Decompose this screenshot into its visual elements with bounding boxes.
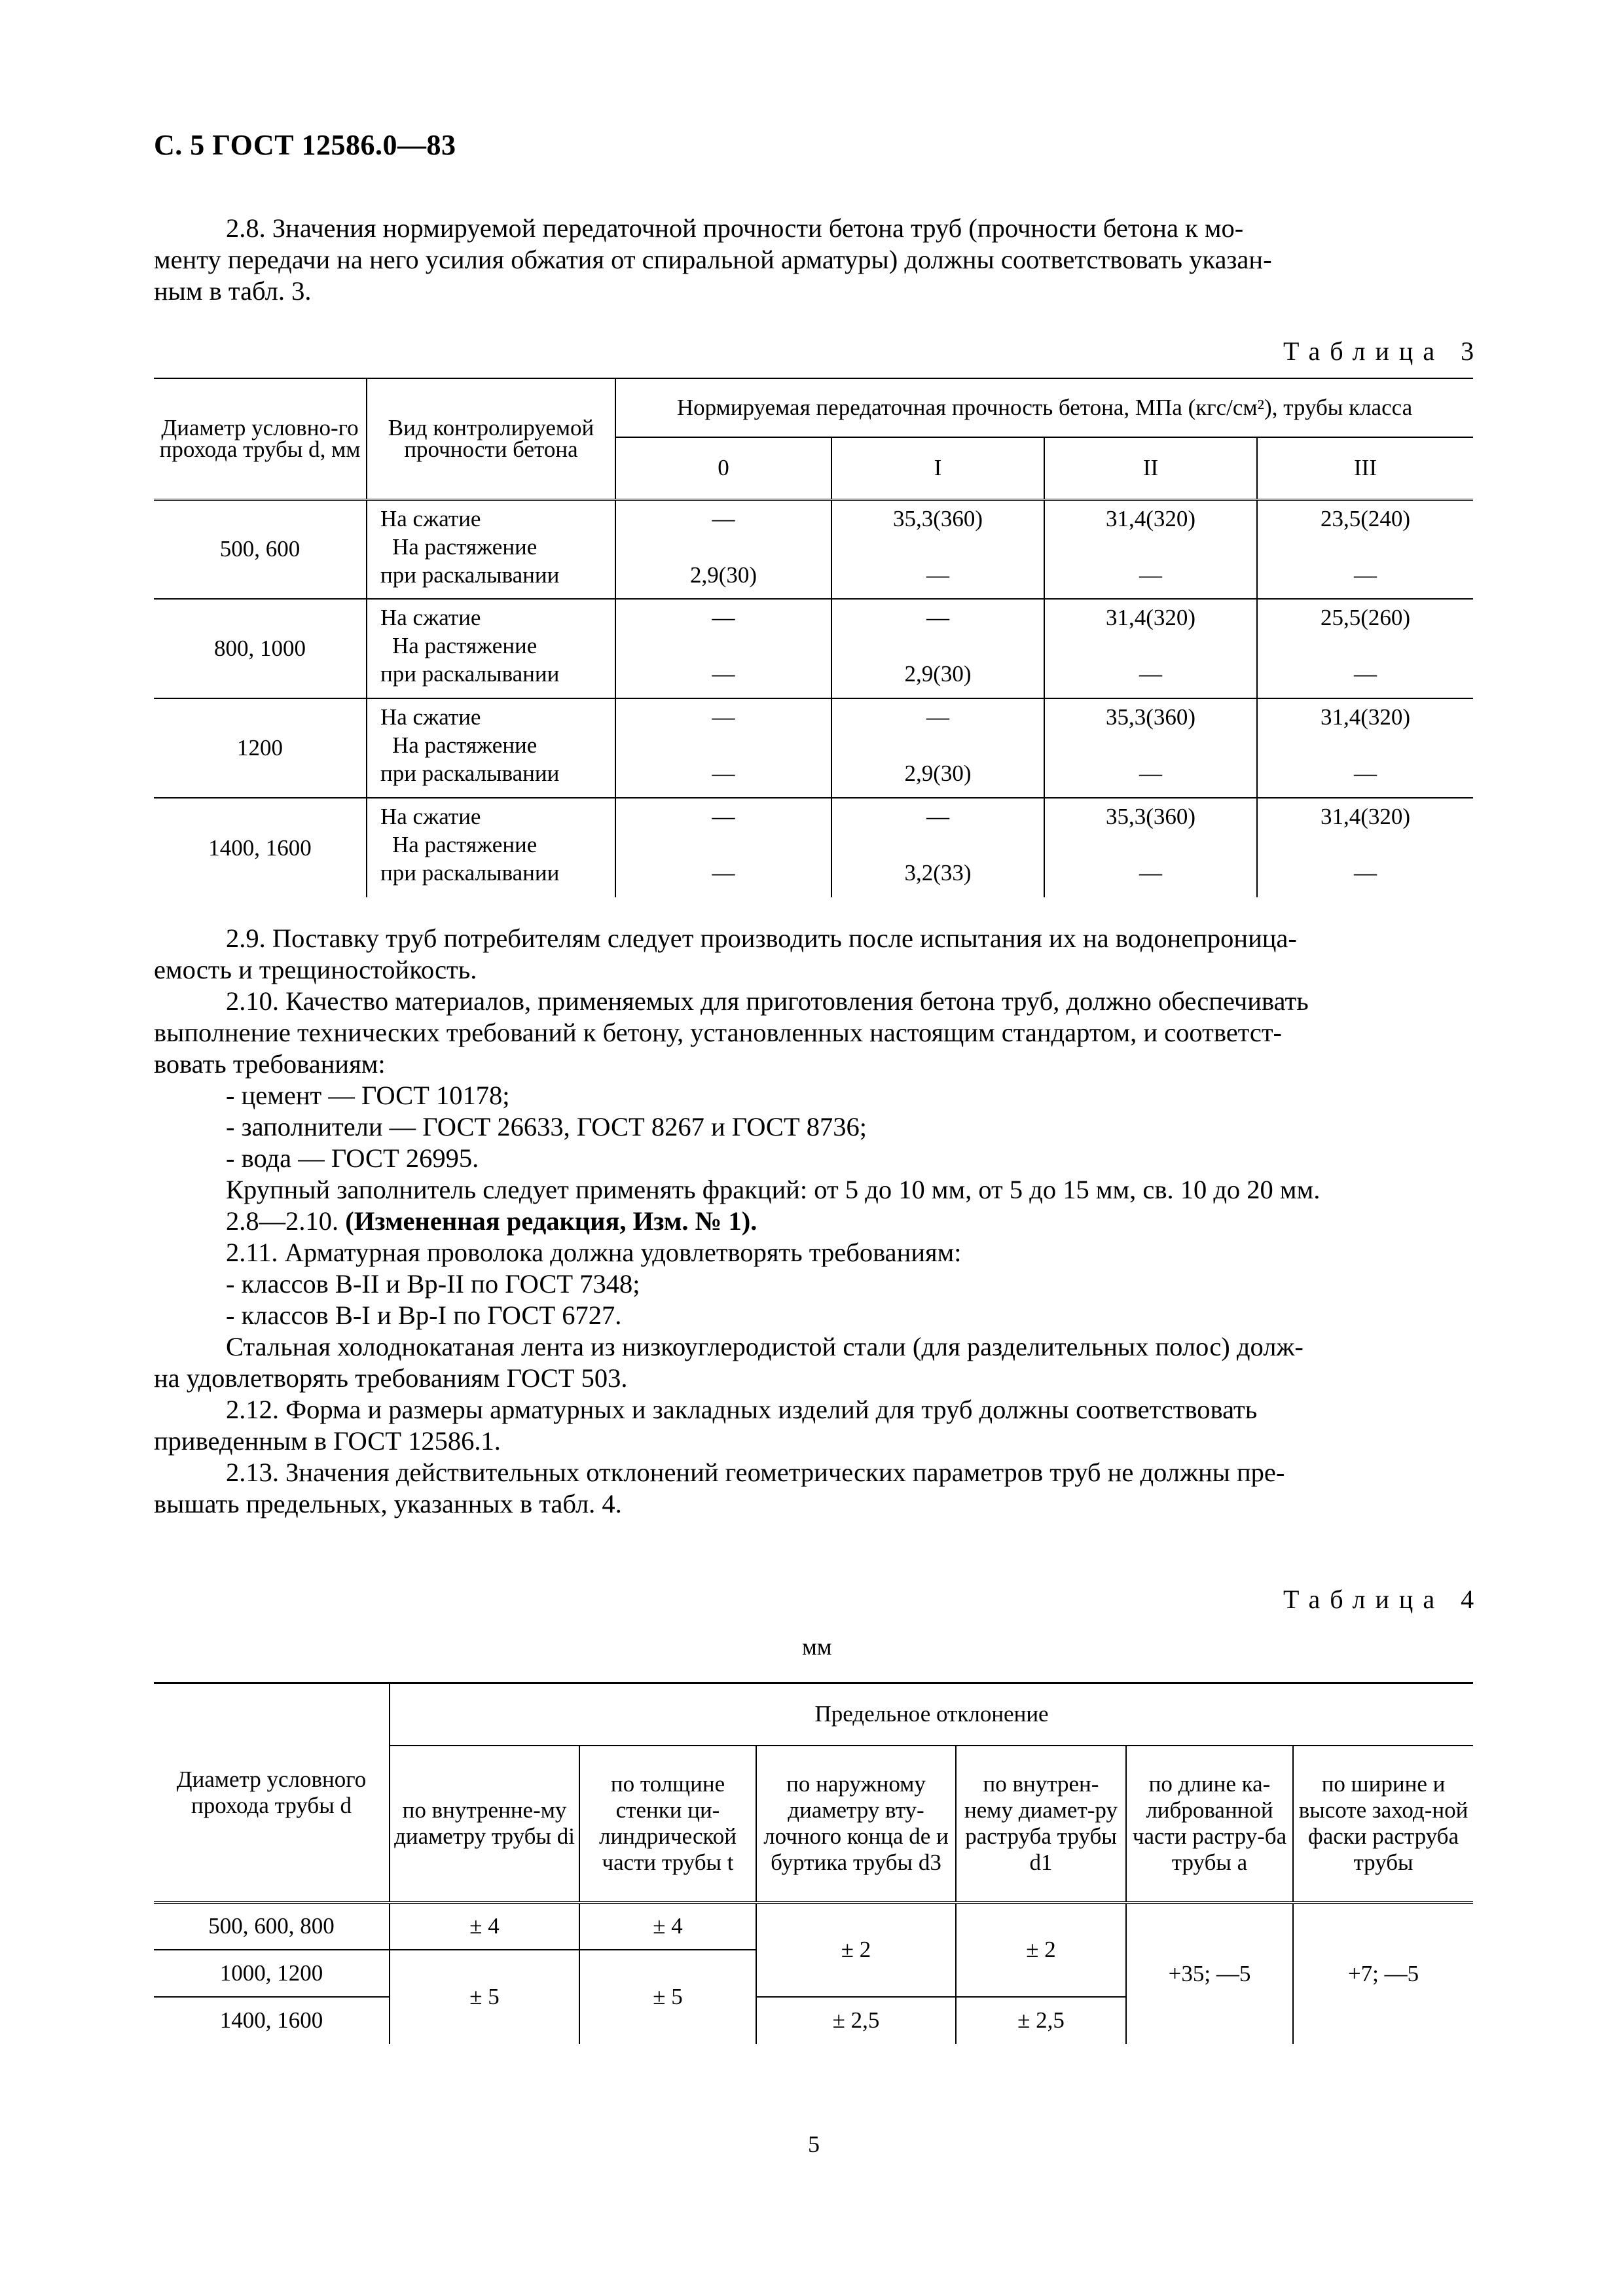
t3-kind-line: при раскалывании [380, 562, 560, 588]
t3-value-tension: — [1354, 661, 1377, 687]
table-3 [154, 378, 1473, 897]
t3-value-compression: 31,4(320) [1105, 605, 1196, 630]
page-header: С. 5 ГОСТ 12586.0—83 [154, 129, 456, 161]
t3-cell-class-2 [1044, 499, 1257, 599]
t3-value-tension: — [1139, 860, 1162, 886]
t4-cell: ± 5 [390, 1950, 579, 2044]
t3-row [154, 798, 1473, 897]
t3-row-diameter: 500, 600 [154, 499, 367, 599]
amendment-text: (Измененная редакция, Изм. № 1). [345, 1206, 757, 1236]
t3-kind-line: На сжатие [380, 605, 481, 630]
t4-cell: ± 2 [756, 1903, 956, 1997]
t3-header-class-1: I [831, 437, 1044, 499]
table-4 [154, 1682, 1473, 2044]
t4-row-diameter: 500, 600, 800 [154, 1903, 390, 1950]
t4-header-diameter-text: Диаметр условного прохода трубы d [176, 1766, 367, 1818]
t3-value-compression: — [926, 605, 949, 630]
t3-value-tension: 2,9(30) [904, 761, 972, 786]
t3-value-tension: — [712, 761, 735, 786]
t3-value-compression: 31,4(320) [1320, 804, 1411, 829]
t4-row-diameter: 1000, 1200 [154, 1950, 390, 1997]
t3-cell-class-0 [615, 599, 831, 698]
t4-header-group-text: Предельное отклонение [814, 1701, 1049, 1727]
t3-header-group-text: Нормируемая передаточная прочность бетона, МПа (кгс/см²), трубы класса [676, 395, 1413, 420]
table-3-label: Таблица 3 [1283, 336, 1484, 366]
t3-header-group [615, 378, 1473, 437]
t4-cell: ± 2,5 [756, 1997, 956, 2044]
t3-value-compression: 31,4(320) [1105, 505, 1196, 531]
t4-cell: ± 2,5 [956, 1997, 1126, 2044]
t4-header-col5: по длине ка-либрованной части растру-ба трубы a [1126, 1746, 1293, 1903]
t3-value-tension: 2,9(30) [689, 562, 757, 588]
t3-spacer [832, 533, 1044, 561]
paragraph-line: выполнение технических требований к бетону, установленных настоящим стандартом, и соответст- [154, 1018, 1283, 1047]
t3-value-tension: — [1139, 562, 1162, 588]
t3-cell-class-2 [1044, 798, 1257, 897]
t3-value-tension: — [712, 661, 735, 687]
t3-row [154, 599, 1473, 698]
table-4-unit: мм [802, 1634, 832, 1660]
paragraph-line: 2.10. Качество материалов, применяемых для приготовления бетона труб, должно обеспечивать [226, 986, 1309, 1016]
t4-cell: +7; —5 [1293, 1903, 1473, 2044]
paragraph-2-8 [154, 213, 1473, 307]
t3-spacer [1045, 632, 1256, 660]
t3-cell-class-3 [1257, 599, 1473, 698]
t4-cell: ± 4 [579, 1903, 756, 1950]
paragraph-line: вышать предельных, указанных в табл. 4. [154, 1489, 622, 1518]
t3-kind-line: На растяжение [392, 533, 538, 560]
t3-kind-line: при раскалывании [380, 860, 560, 886]
t3-row-diameter: 1400, 1600 [154, 798, 367, 897]
t3-row-diameter: 800, 1000 [154, 599, 367, 698]
t4-row-diameter: 1400, 1600 [154, 1997, 390, 2044]
t3-spacer [832, 731, 1044, 759]
t3-spacer [616, 632, 831, 660]
t3-cell-class-2 [1044, 599, 1257, 698]
t3-value-tension: — [1354, 860, 1377, 886]
t3-header-class-3: III [1257, 437, 1473, 499]
paragraph-line: 2.8. Значения нормируемой передаточной прочности бетона труб (прочности бетона к мо- [226, 213, 1244, 243]
t3-value-compression: 23,5(240) [1320, 505, 1411, 531]
t3-header-diameter-text: Диаметр условно-го прохода трубы d, мм [159, 415, 361, 463]
t3-spacer [1258, 533, 1473, 561]
t3-row-kind [367, 798, 615, 897]
t3-kind-line: На сжатие [380, 505, 481, 531]
amendment-ref: 2.8—2.10. [226, 1206, 339, 1236]
paragraph-line: 2.13. Значения действительных отклонений геометрических параметров труб не должны пре- [226, 1458, 1285, 1487]
paragraph-line: менту передачи на него усилия обжатия от спиральной арматуры) должны соответствовать указан- [154, 245, 1272, 274]
t3-cell-class-1 [831, 798, 1044, 897]
t3-header-diameter [154, 378, 367, 499]
paragraph-line: вовать требованиям: [154, 1049, 386, 1079]
table-4-label: Таблица 4 [1283, 1585, 1484, 1614]
list-item: - цемент — ГОСТ 10178; [226, 1081, 510, 1110]
t4-header-col2: по толщине стенки ци-линдрической части трубы t [579, 1746, 756, 1903]
t3-kind-line: На растяжение [392, 732, 538, 758]
t3-header-kind [367, 378, 615, 499]
paragraph-line: ным в табл. 3. [154, 276, 312, 306]
t3-value-compression: 31,4(320) [1320, 704, 1411, 730]
t3-value-tension: 3,2(33) [904, 860, 972, 886]
t3-value-compression: 35,3(360) [892, 505, 983, 531]
t4-cell: ± 5 [579, 1950, 756, 2044]
t3-cell-class-0 [615, 499, 831, 599]
t3-cell-class-3 [1257, 798, 1473, 897]
t3-spacer [832, 632, 1044, 660]
list-item: - заполнители — ГОСТ 26633, ГОСТ 8267 и ГОСТ 8736; [226, 1112, 867, 1141]
t3-kind-line: при раскалывании [380, 761, 560, 786]
list-item: - классов В-I и Вр-I по ГОСТ 6727. [226, 1300, 622, 1330]
t3-cell-class-0 [615, 698, 831, 798]
t3-cell-class-1 [831, 499, 1044, 599]
t3-value-compression: — [712, 704, 735, 730]
t3-spacer [1045, 831, 1256, 859]
t3-spacer [1045, 533, 1256, 561]
t3-kind-line: На сжатие [380, 704, 481, 730]
t3-value-tension: — [712, 860, 735, 886]
list-item: - классов В-II и Вр-II по ГОСТ 7348; [226, 1269, 640, 1299]
t4-header-col6: по ширине и высоте заход-ной фаски раструба трубы [1293, 1746, 1473, 1903]
t3-spacer [616, 831, 831, 859]
t3-row [154, 698, 1473, 798]
paragraphs-body [154, 923, 1473, 1520]
t4-header-col1: по внутренне-му диаметру трубы di [390, 1746, 579, 1903]
t3-row [154, 499, 1473, 599]
t4-cell: ± 2 [956, 1903, 1126, 1997]
t3-spacer [1258, 831, 1473, 859]
page-number: 5 [808, 2131, 820, 2157]
t3-cell-class-3 [1257, 698, 1473, 798]
paragraph-line: на удовлетворять требованиям ГОСТ 503. [154, 1363, 628, 1393]
t3-value-compression: 25,5(260) [1320, 605, 1411, 630]
t3-kind-line: На растяжение [392, 633, 538, 658]
paragraph-line: приведенным в ГОСТ 12586.1. [154, 1426, 501, 1456]
t3-header-kind-text: Вид контролируемой прочности бетона [388, 415, 594, 463]
paragraph-line: Крупный заполнитель следует применять фракций: от 5 до 10 мм, от 5 до 15 мм, св. 10 до 20 мм. [226, 1175, 1321, 1204]
t4-header-col4: по внутрен-нему диамет-ру раструба трубы d1 [956, 1746, 1126, 1903]
t3-spacer [832, 831, 1044, 859]
list-item: - вода — ГОСТ 26995. [226, 1143, 479, 1173]
paragraph-line: емость и трещиностойкость. [154, 955, 477, 984]
t3-kind-line: На растяжение [392, 832, 538, 857]
t3-value-compression: 35,3(360) [1105, 704, 1196, 730]
t4-header-col3: по наружному диаметру вту-лочного конца de и буртика трубы d3 [756, 1746, 956, 1903]
t4-cell: ± 4 [390, 1903, 579, 1950]
t4-header-diameter [154, 1683, 390, 1903]
t3-cell-class-2 [1044, 698, 1257, 798]
t3-value-tension: 2,9(30) [904, 661, 972, 687]
t3-value-compression: 35,3(360) [1105, 804, 1196, 829]
t3-value-tension: — [1354, 562, 1377, 588]
paragraph-line: Стальная холоднокатаная лента из низкоуглеродистой стали (для разделительных полос) долж- [226, 1332, 1304, 1361]
t3-row-kind [367, 499, 615, 599]
t4-header-group [390, 1683, 1473, 1746]
t3-header-class-2: II [1044, 437, 1257, 499]
t3-kind-line: при раскалывании [380, 661, 560, 687]
t3-value-compression: — [712, 804, 735, 829]
t3-value-compression: — [926, 704, 949, 730]
t3-value-tension: — [926, 562, 949, 588]
t3-value-tension: — [1139, 661, 1162, 687]
t3-row-kind [367, 599, 615, 698]
t3-spacer [1258, 731, 1473, 759]
t3-value-compression: — [712, 605, 735, 630]
t3-row-diameter: 1200 [154, 698, 367, 798]
amendment-note [154, 1206, 1473, 1237]
t3-cell-class-1 [831, 698, 1044, 798]
t3-value-tension: — [1139, 761, 1162, 786]
t3-spacer [1045, 731, 1256, 759]
t3-cell-class-1 [831, 599, 1044, 698]
t3-value-compression: — [926, 804, 949, 829]
t3-kind-line: На сжатие [380, 804, 481, 829]
t3-cell-class-3 [1257, 499, 1473, 599]
paragraph-line: 2.11. Арматурная проволока должна удовлетворять требованиям: [226, 1238, 962, 1267]
paragraph-line: 2.12. Форма и размеры арматурных и закладных изделий для труб должны соответствовать [226, 1395, 1258, 1424]
paragraph-line: 2.9. Поставку труб потребителям следует производить после испытания их на водонепроница- [226, 924, 1297, 953]
t3-spacer [616, 731, 831, 759]
t3-value-tension: — [1354, 761, 1377, 786]
t3-header-class-0: 0 [615, 437, 831, 499]
t3-spacer [1258, 632, 1473, 660]
t4-cell: +35; —5 [1126, 1903, 1293, 2044]
t3-row-kind [367, 698, 615, 798]
t3-value-compression: — [712, 505, 735, 531]
t3-cell-class-0 [615, 798, 831, 897]
t3-spacer [616, 533, 831, 561]
